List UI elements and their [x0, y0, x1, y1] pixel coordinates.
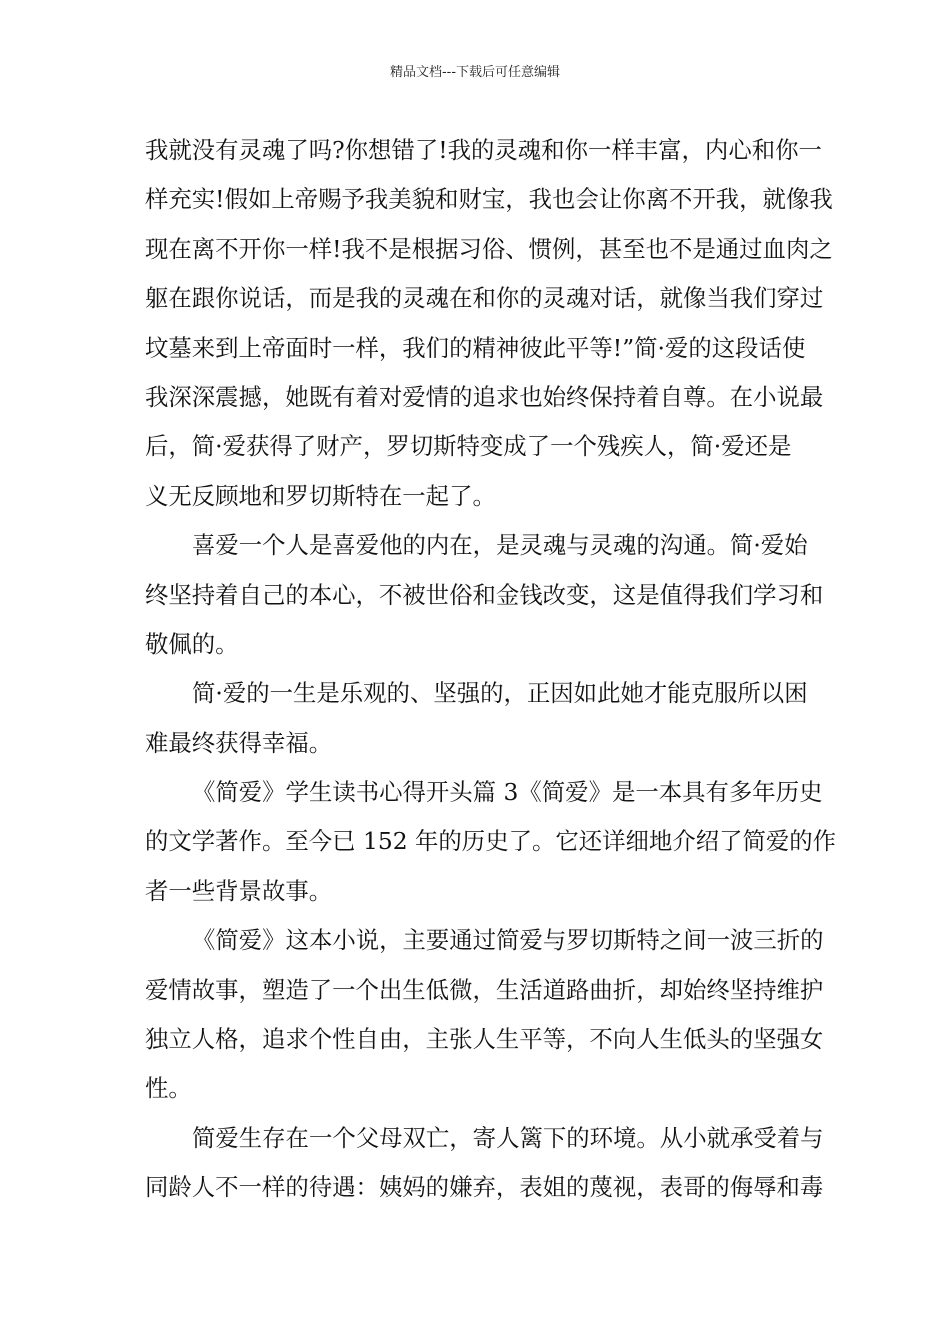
text-line: 我深深震撼，她既有着对爱情的追求也始终保持着自尊。在小说最	[145, 382, 824, 411]
text-line: 终坚持着自己的本心，不被世俗和金钱改变，这是值得我们学习和	[145, 580, 824, 609]
text-line: 敬佩的。	[145, 629, 239, 658]
paragraph-first-line: 《简爱》学生读书心得开头篇 3《简爱》是一本具有多年历史	[192, 778, 823, 807]
text-line: 我就没有灵魂了吗?你想错了!我的灵魂和你一样丰富，内心和你一	[145, 136, 822, 164]
text-line: 后，简·爱获得了财产，罗切斯特变成了一个残疾人，简·爱还是	[145, 432, 792, 461]
text-line: 难最终获得幸福。	[145, 728, 333, 757]
text-line: 现在离不开你一样!我不是根据习俗、惯例，甚至也不是通过血肉之	[145, 234, 833, 263]
text-line: 独立人格，追求个性自由，主张人生平等，不向人生低头的坚强女	[145, 1025, 824, 1054]
text-line: 样充实!假如上帝赐予我美貌和财宝，我也会让你离不开我，就像我	[145, 185, 833, 214]
text-line: 躯在跟你说话，而是我的灵魂在和你的灵魂对话，就像当我们穿过	[145, 284, 824, 313]
paragraph-first-line: 《简爱》这本小说，主要通过简爱与罗切斯特之间一波三折的	[192, 926, 824, 955]
text-line: 性。	[145, 1074, 192, 1103]
document-body	[145, 126, 837, 1213]
text-line: 坟墓来到上帝面时一样，我们的精神彼此平等!”简·爱的这段话使	[145, 333, 806, 362]
text-line: 同龄人不一样的待遇：姨妈的嫌弃，表姐的蔑视，表哥的侮辱和毒	[145, 1173, 824, 1202]
text-line: 的文学著作。至今已 152 年的历史了。它还详细地介绍了简爱的作	[145, 827, 837, 856]
paragraph-first-line: 简爱生存在一个父母双亡，寄人篱下的环境。从小就承受着与	[192, 1123, 824, 1152]
text-line: 义无反顾地和罗切斯特在一起了。	[145, 481, 496, 510]
page-header: 精品文档---下载后可任意编辑	[389, 65, 561, 80]
paragraph-first-line: 简·爱的一生是乐观的、坚强的，正因如此她才能克服所以困	[192, 679, 808, 708]
paragraph-first-line: 喜爱一个人是喜爱他的内在，是灵魂与灵魂的沟通。简·爱始	[192, 531, 808, 560]
text-line: 爱情故事，塑造了一个出生低微，生活道路曲折，却始终坚持维护	[145, 975, 824, 1004]
text-line: 者一些背景故事。	[145, 876, 333, 905]
